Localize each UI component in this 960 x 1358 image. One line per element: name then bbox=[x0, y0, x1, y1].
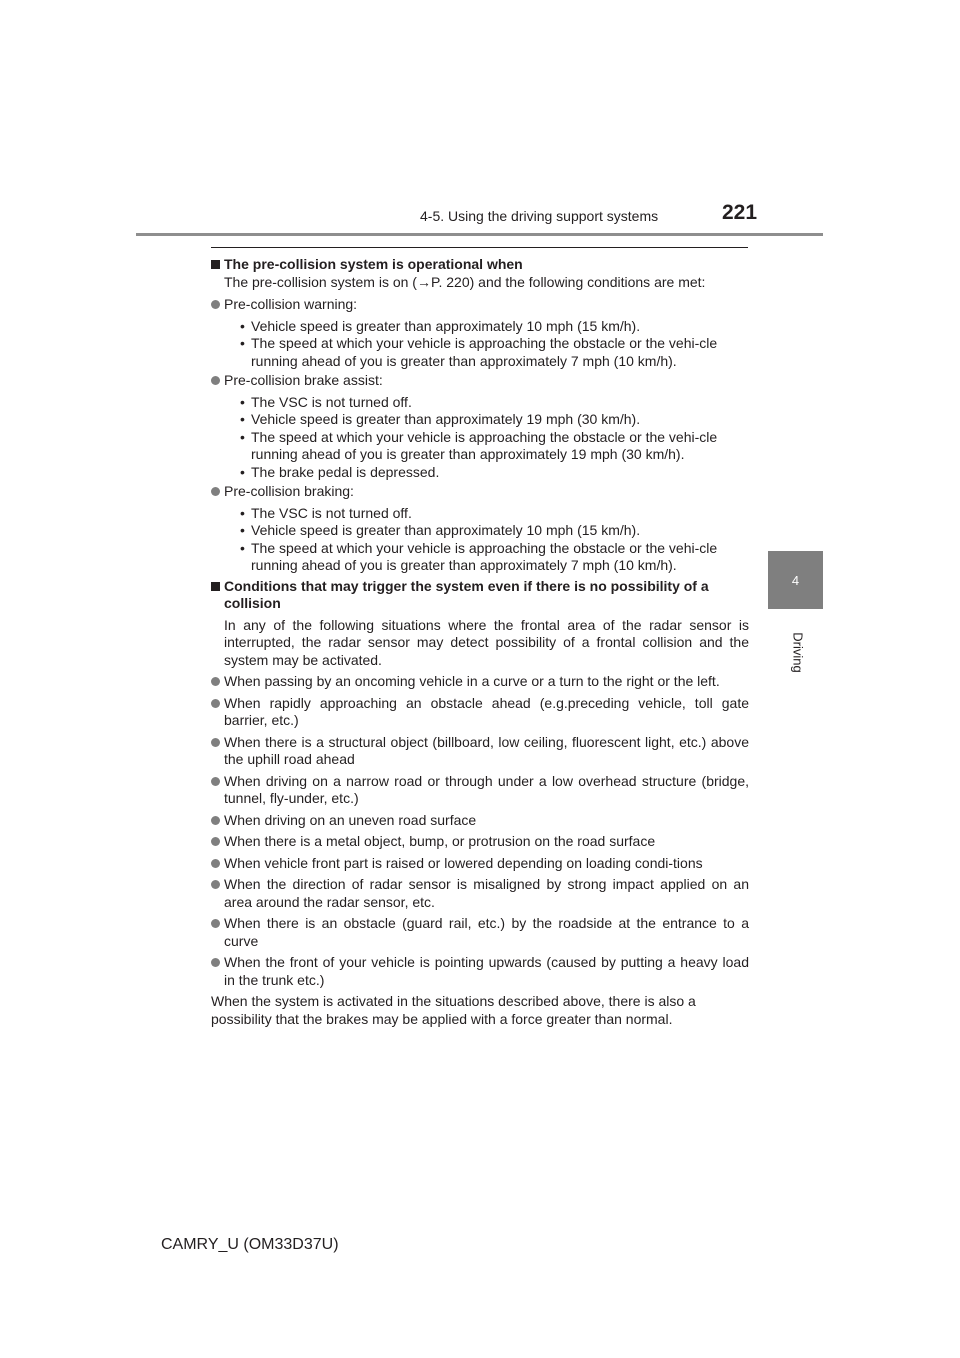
page-content bbox=[211, 256, 749, 1028]
circle-bullet-icon bbox=[211, 677, 220, 686]
section-title: 4-5. Using the driving support systems bbox=[420, 208, 659, 224]
square-bullet-icon bbox=[211, 260, 220, 269]
list-item: • The speed at which your vehicle is approaching the obstacle or the vehi-cle running ahead of you is greater than approximately 7 mph (10 km/h). bbox=[238, 335, 749, 370]
conditions-outro: When the system is activated in the situations described above, there is also a possibility that the brakes may be applied with a force greater than normal. bbox=[211, 993, 696, 1027]
sub-list bbox=[211, 394, 749, 482]
section-heading-operational: The pre-collision system is operational when bbox=[211, 256, 749, 274]
list-item: When there is a metal object, bump, or protrusion on the road surface bbox=[211, 833, 749, 851]
sub-list bbox=[211, 505, 749, 575]
list-item: When driving on an uneven road surface bbox=[211, 812, 749, 830]
chapter-label-box bbox=[783, 622, 813, 682]
chapter-tab bbox=[768, 551, 823, 609]
chapter-label: Driving bbox=[790, 631, 806, 673]
list-item: • The brake pedal is depressed. bbox=[238, 464, 749, 482]
list-item: When rapidly approaching an obstacle ahead (e.g.preceding vehicle, toll gate barrier, etc.) bbox=[211, 695, 749, 730]
circle-bullet-icon bbox=[211, 300, 220, 309]
list-item: When driving on a narrow road or through under a low overhead structure (bridge, tunnel, fly-under, etc.) bbox=[211, 773, 749, 808]
circle-bullet-icon bbox=[211, 487, 220, 496]
list-item: When vehicle front part is raised or lowered depending on loading condi-tions bbox=[211, 855, 749, 873]
list-item: When the direction of radar sensor is misaligned by strong impact applied on an area around the radar sensor, etc. bbox=[211, 876, 749, 911]
circle-bullet-icon bbox=[211, 837, 220, 846]
circle-bullet-icon bbox=[211, 859, 220, 868]
page-number: 221 bbox=[722, 201, 758, 224]
circle-bullet-icon bbox=[211, 919, 220, 928]
list-item: When there is a structural object (billboard, low ceiling, fluorescent light, etc.) above the uphill road ahead bbox=[211, 734, 749, 769]
list-item: When passing by an oncoming vehicle in a curve or a turn to the right or the left. bbox=[211, 673, 749, 691]
operational-intro: The pre-collision system is on (→P. 220) and the following conditions are met: bbox=[224, 273, 706, 290]
condition-group-braking: Pre-collision braking: bbox=[211, 483, 749, 501]
list-item: When there is an obstacle (guard rail, etc.) by the roadside at the entrance to a curve bbox=[211, 915, 749, 950]
circle-bullet-icon bbox=[211, 699, 220, 708]
section-divider bbox=[211, 247, 748, 248]
sub-list bbox=[211, 318, 749, 371]
model-code: CAMRY_U (OM33D37U) bbox=[161, 1236, 339, 1253]
list-item: • Vehicle speed is greater than approximately 19 mph (30 km/h). bbox=[238, 411, 749, 429]
circle-bullet-icon bbox=[211, 880, 220, 889]
conditions-intro: In any of the following situations where the frontal area of the radar sensor is interrupted, the radar sensor may detect possibility of a frontal collision and the system may be activated. bbox=[224, 616, 749, 668]
list-item: • The speed at which your vehicle is approaching the obstacle or the vehi-cle running ahead of you is greater than approximately 19 mph (30 km/h). bbox=[238, 429, 749, 464]
circle-bullet-icon bbox=[211, 816, 220, 825]
circle-bullet-icon bbox=[211, 376, 220, 385]
list-item: • Vehicle speed is greater than approximately 10 mph (15 km/h). bbox=[238, 318, 749, 336]
header-divider bbox=[136, 233, 823, 236]
list-item: • The speed at which your vehicle is approaching the obstacle or the vehi-cle running ahead of you is greater than approximately 7 mph (10 km/h). bbox=[238, 540, 749, 575]
list-item: • Vehicle speed is greater than approximately 10 mph (15 km/h). bbox=[238, 522, 749, 540]
condition-group-warning: Pre-collision warning: bbox=[211, 296, 749, 314]
condition-group-brake-assist: Pre-collision brake assist: bbox=[211, 372, 749, 390]
circle-bullet-icon bbox=[211, 777, 220, 786]
list-item: When the front of your vehicle is pointing upwards (caused by putting a heavy load in the trunk etc.) bbox=[211, 954, 749, 989]
list-item: • The VSC is not turned off. bbox=[238, 394, 749, 412]
square-bullet-icon bbox=[211, 582, 220, 591]
circle-bullet-icon bbox=[211, 958, 220, 967]
chapter-number: 4 bbox=[791, 572, 800, 588]
list-item: • The VSC is not turned off. bbox=[238, 505, 749, 523]
section-heading-conditions: Conditions that may trigger the system even if there is no possibility of a collision bbox=[211, 578, 749, 613]
circle-bullet-icon bbox=[211, 738, 220, 747]
